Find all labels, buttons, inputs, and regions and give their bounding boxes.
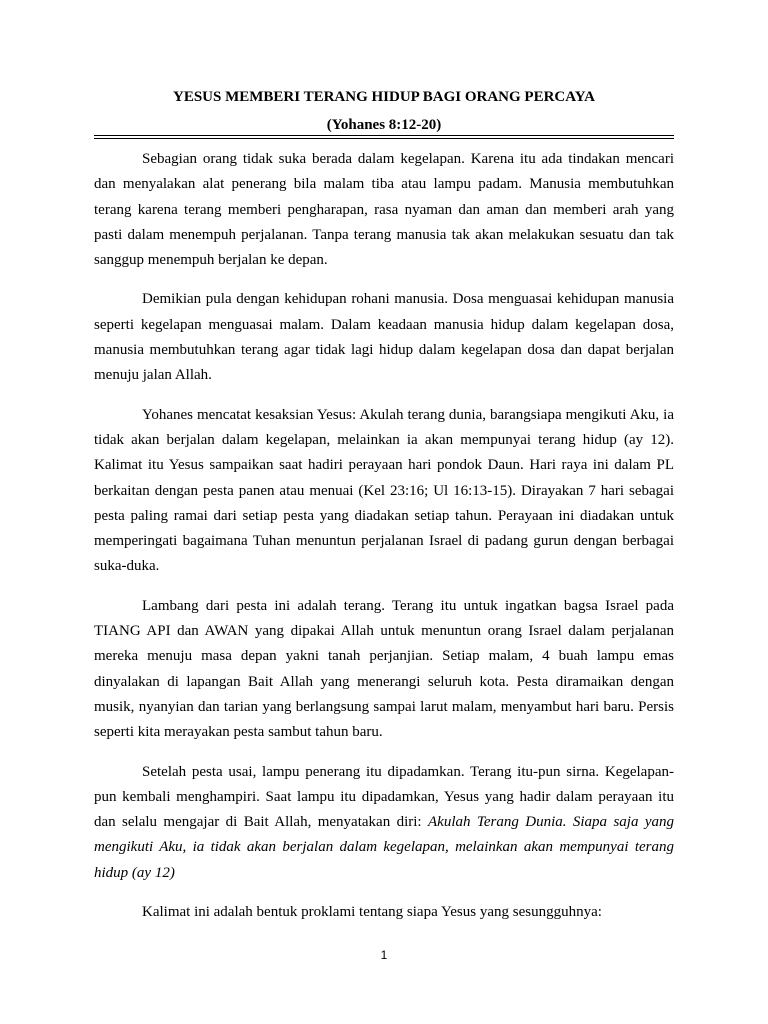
paragraph-3: Yohanes mencatat kesaksian Yesus: Akulah terang dunia, barangsiapa mengikuti Aku, ia tidak akan berjalan dalam kegelapan, melainkan ia akan mempunyai terang hidup (ay 12). Kalimat itu Yesus sampaikan saat hadiri perayaan hari pondok Daun. Hari raya ini dalam PL berkaitan dengan pesta panen atau menuai (Kel 23:16; Ul 16:13-15). Dirayakan 7 hari sebagai pesta paling ramai dari setiap pesta yang diadakan setiap tahun. Perayaan ini diadakan untuk memperingati bagaimana Tuhan menuntun perjalanan Israel di padang gurun dengan berbagai suka-duka.: [94, 406, 674, 575]
paragraph-1: Sebagian orang tidak suka berada dalam kegelapan. Karena itu ada tindakan mencari dan menyalakan alat penerang bila malam tiba atau lampu padam. Manusia membutuhkan terang karena terang memberi pengharapan, rasa nyaman dan aman dan memberi arah yang pasti dalam menempuh perjalanan. Tanpa terang manusia tak akan melakukan sesuatu dan tak sanggup menempuh berjalan ke depan.: [94, 151, 674, 269]
title-double-rule: [94, 135, 674, 139]
paragraph-5-text: Setelah pesta usai, lampu penerang itu dipadamkan. Terang itu-pun sirna. Kegelapan-pun kembali menghampiri. Saat lampu itu dipadamkan, Yesus yang hadir dalam perayaan itu dan selalu mengajar di Bait Allah, menyatakan diri:: [94, 763, 674, 831]
page-number: 1: [380, 948, 388, 962]
document-title: YESUS MEMBERI TERANG HIDUP BAGI ORANG PERCAYA: [172, 89, 595, 105]
document-body: [94, 147, 674, 939]
paragraph-4: Lambang dari pesta ini adalah terang. Terang itu untuk ingatkan bagsa Israel pada TIANG API dan AWAN yang dipakai Allah untuk menuntun orang Israel dalam perjalanan mereka menuju masa depan yakni tanah perjanjian. Setiap malam, 4 buah lampu emas dinyalakan di lapangan Bait Allah yang menerangi seluruh kota. Pesta diramaikan dengan musik, nyanyian dan tarian yang berlangsung sampai larut malam, menyambut hari baru. Persis seperti kita merayakan pesta sambut tahun baru.: [94, 597, 674, 741]
scripture-reference: (Yohanes 8:12-20): [326, 117, 442, 133]
paragraph-5: [94, 760, 674, 886]
paragraph-2: Demikian pula dengan kehidupan rohani manusia. Dosa menguasai kehidupan manusia seperti kegelapan menguasai malam. Dalam keadaan manusia hidup dalam kegelapan dosa, manusia membutuhkan terang agar tidak lagi hidup dalam kegelapan dosa dan dapat berjalan menuju jalan Allah.: [94, 291, 674, 384]
paragraph-5-quote: Akulah Terang Dunia. Siapa saja yang mengikuti Aku, ia tidak akan berjalan dalam kegelapan, melainkan akan mempunyai terang hidup (ay 12): [94, 814, 675, 881]
paragraph-6: Kalimat ini adalah bentuk proklami tentang siapa Yesus yang sesungguhnya:: [142, 904, 602, 921]
